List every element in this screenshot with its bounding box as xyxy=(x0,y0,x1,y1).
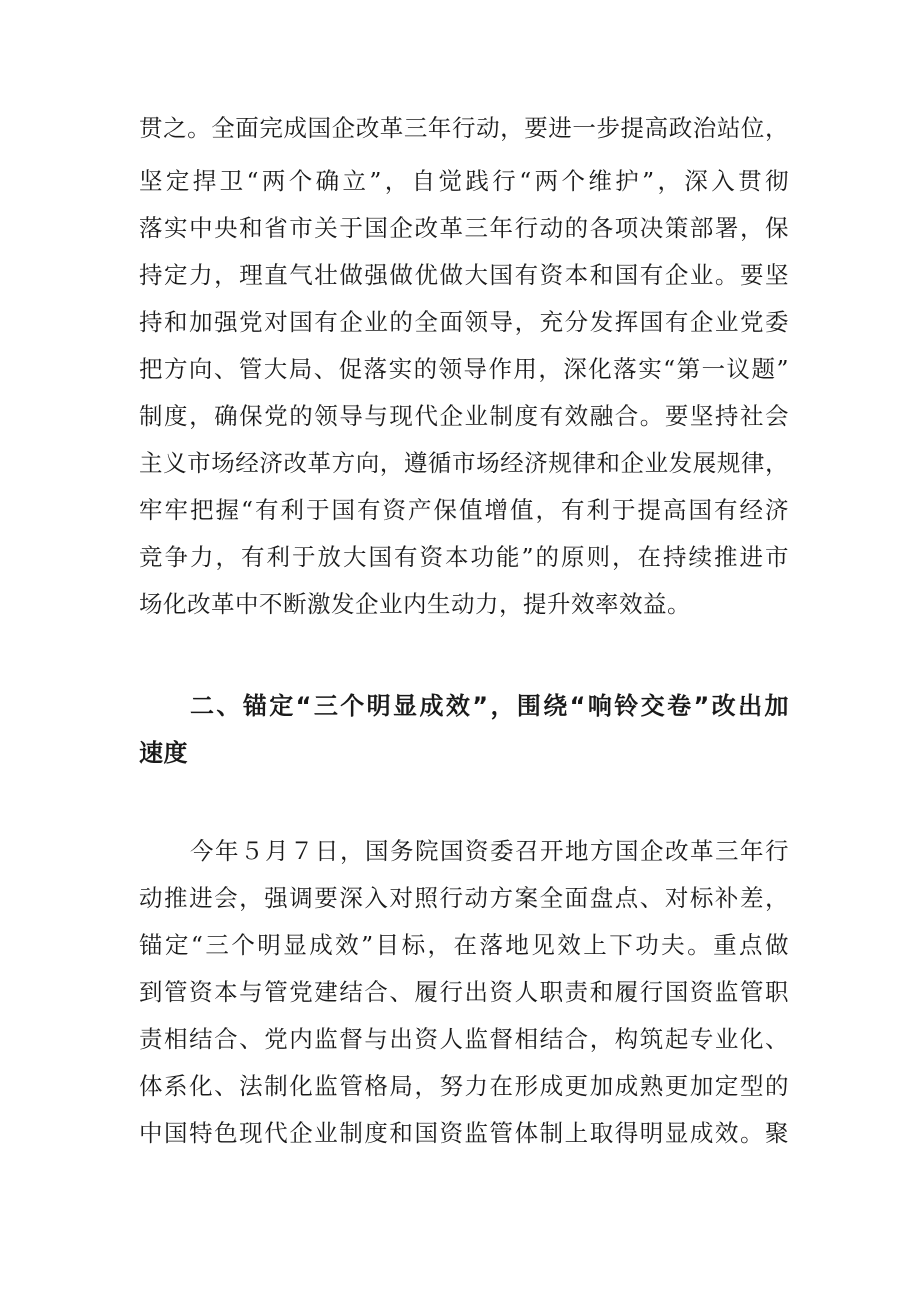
text-line: 动推进会，强调要深入对照行动方案全面盘点、对标补差， xyxy=(139,884,789,912)
heading-line: 二、锚定“三个明显成效”，围绕“响铃交卷”改出加 xyxy=(190,692,789,720)
text-line: 制度，确保党的领导与现代企业制度有效融合。要坚持社会 xyxy=(139,402,789,430)
heading-line: 速度 xyxy=(139,739,188,767)
text-line: 责相结合、党内监督与出资人监督相结合，构筑起专业化、 xyxy=(139,1025,789,1053)
text-line: 主义市场经济改革方向，遵循市场经济规律和企业发展规律， xyxy=(139,449,789,477)
text-line: 今年５月７日，国务院国资委召开地方国企改革三年行 xyxy=(190,837,789,865)
text-line: 坚定捍卫“两个确立”，自觉践行“两个维护”，深入贯彻 xyxy=(139,167,789,195)
text-line: 到管资本与管党建结合、履行出资人职责和履行国资监管职 xyxy=(139,978,789,1006)
text-line: 竞争力，有利于放大国有资本功能”的原则，在持续推进市 xyxy=(139,543,789,571)
text-line: 牢牢把握“有利于国有资产保值增值，有利于提高国有经济 xyxy=(139,496,789,524)
text-line: 贯之。全面完成国企改革三年行动，要进一步提高政治站位， xyxy=(139,114,789,142)
text-line: 持和加强党对国有企业的全面领导，充分发挥国有企业党委 xyxy=(139,308,789,336)
text-line: 把方向、管大局、促落实的领导作用，深化落实“第一议题” xyxy=(139,355,789,383)
text-line: 中国特色现代企业制度和国资监管体制上取得明显成效。聚 xyxy=(139,1119,789,1147)
text-line: 持定力，理直气壮做强做优做大国有资本和国有企业。要坚 xyxy=(139,261,789,289)
text-line: 场化改革中不断激发企业内生动力，提升效率效益。 xyxy=(139,590,691,618)
text-line: 落实中央和省市关于国企改革三年行动的各项决策部署，保 xyxy=(139,214,789,242)
text-line: 体系化、法制化监管格局，努力在形成更加成熟更加定型的 xyxy=(139,1072,789,1100)
text-line: 锚定“三个明显成效”目标，在落地见效上下功夫。重点做 xyxy=(139,931,789,959)
